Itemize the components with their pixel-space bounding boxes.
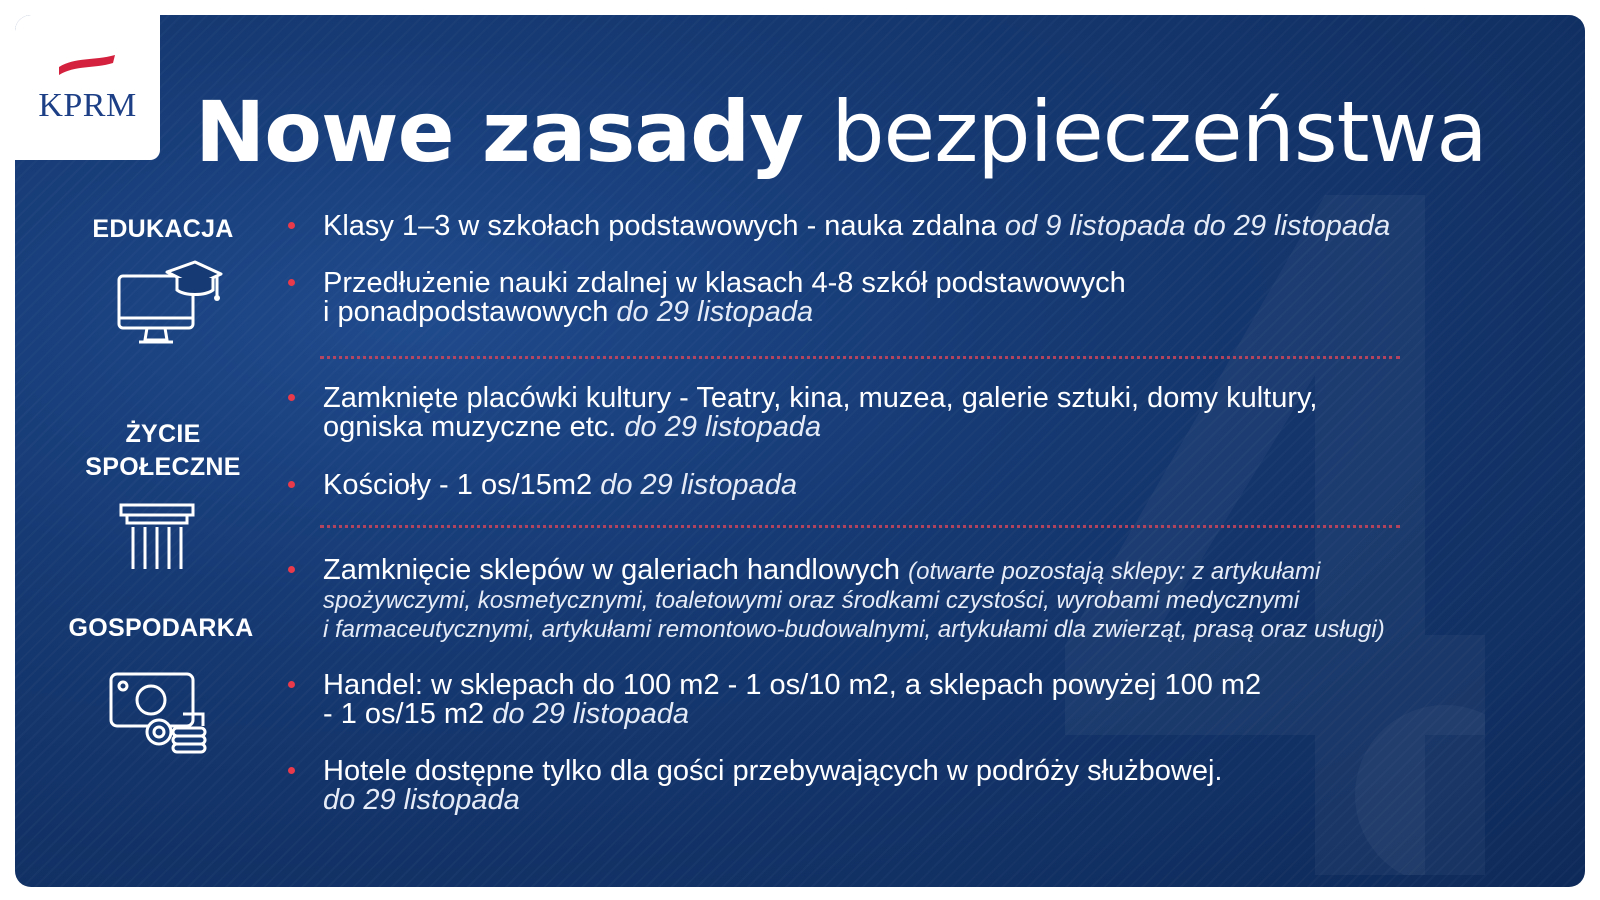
rule-date: do 29 listopada <box>323 784 520 816</box>
rule-date: do 29 listopada <box>600 469 797 501</box>
category-edukacja-label: EDUKACJA <box>92 215 234 243</box>
rule-main-text: - 1 os/15 m2 <box>323 698 485 730</box>
rule-main-text: ogniska muzyczne etc. <box>323 411 617 443</box>
bullet-dot-icon <box>288 767 295 774</box>
rule-main-text: Handel: w sklepach do 100 m2 - 1 os/10 m2, a sklepach powyżej 100 m2 <box>323 669 1262 701</box>
section-divider <box>320 525 1400 528</box>
computer-graduation-cap-icon <box>115 260 225 352</box>
rule-date: do 29 listopada <box>616 296 814 328</box>
rule-main-text: Zamknięcie sklepów w galeriach handlowych <box>323 554 901 586</box>
rule-note: (otwarte pozostają sklepy: z artykułami <box>908 558 1321 585</box>
rule-main-text: i ponadpodstawowych <box>323 296 609 328</box>
category-label-line: ŻYCIE <box>125 420 201 448</box>
bullet-dot-icon <box>288 279 295 286</box>
money-coins-icon <box>107 670 211 754</box>
bullet-dot-icon <box>288 222 295 229</box>
category-label-line: SPOŁECZNE <box>85 452 241 481</box>
rule-date: do 29 listopada <box>624 411 822 443</box>
section-divider <box>320 356 1400 359</box>
title-light-part: bezpieczeństwa <box>831 83 1487 181</box>
title-bold-part: Nowe zasady <box>195 83 803 181</box>
kprm-logo <box>15 15 160 160</box>
rule-main-text: Klasy 1–3 w szkołach podstawowych - nauka zdalna <box>323 210 997 242</box>
rule-main-text: Zamknięte placówki kultury - Teatry, kina, muzea, galerie sztuki, domy kultury, <box>323 382 1318 414</box>
rule-note: i farmaceutycznymi, artykułami remontowo-budowalnymi, artykułami dla zwierząt, prasą oraz usługi) <box>323 616 1385 643</box>
page-title <box>195 83 1487 181</box>
column-pillar-icon <box>119 503 195 573</box>
bullet-dot-icon <box>288 566 295 573</box>
rule-note: spożywczymi, kosmetycznymi, toaletowymi oraz środkami czystości, wyrobami medycznymi <box>323 587 1300 614</box>
rule-main-text: Hotele dostępne tylko dla gości przebywających w podróży służbowej. <box>323 755 1223 787</box>
bullet-dot-icon <box>288 481 295 488</box>
rule-date: od 9 listopada do 29 listopada <box>1004 210 1391 242</box>
category-gospodarka-label: GOSPODARKA <box>68 614 254 642</box>
category-zycie-spoleczne-label <box>83 418 243 483</box>
rule-main-text: Kościoły - 1 os/15m2 <box>323 469 593 501</box>
bullet-dot-icon <box>288 681 295 688</box>
infographic-card <box>15 15 1585 887</box>
rule-main-text: Przedłużenie nauki zdalnej w klasach 4-8 szkół podstawowych <box>323 267 1126 299</box>
bullet-dot-icon <box>288 394 295 401</box>
rule-date: do 29 listopada <box>492 698 689 730</box>
polish-flag-icon <box>57 53 117 81</box>
logo-text: KPRM <box>38 87 137 124</box>
